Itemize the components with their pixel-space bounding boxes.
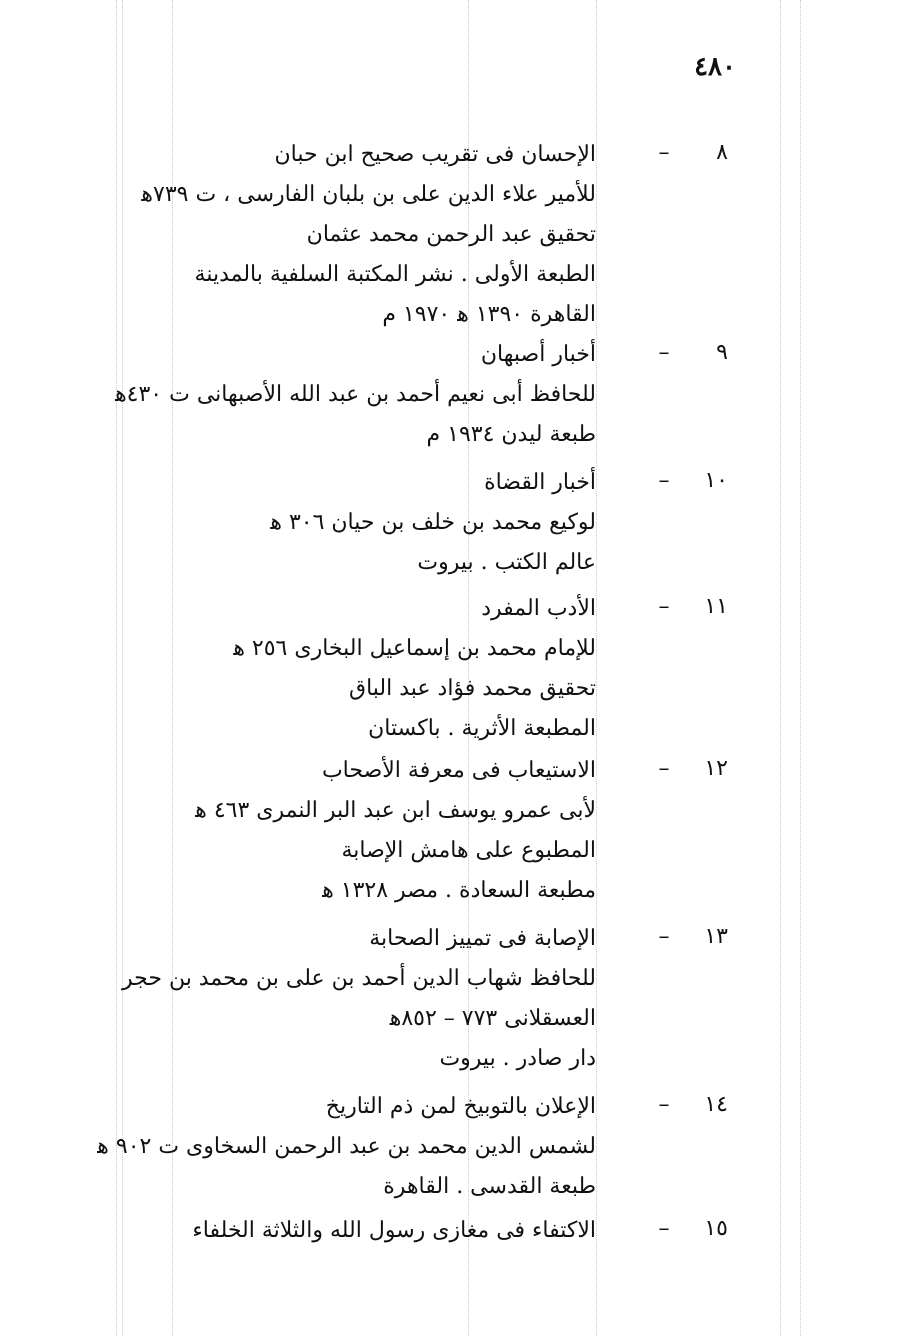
entry-detail-line: تحقيق عبد الرحمن محمد عثمان	[306, 222, 596, 247]
entry-number: ١١	[704, 594, 728, 619]
entry-detail-line: للأمير علاء الدين على بن بلبان الفارسى ، ت ٧٣٩ﻫ	[141, 182, 596, 207]
entry-detail-line: العسقلانى ٧٧٣ – ٨٥٢ﻫ	[389, 1006, 596, 1031]
entry-detail-line: الطبعة الأولى . نشر المكتبة السلفية بالمدينة	[194, 262, 596, 287]
entry-detail-line: لأبى عمرو يوسف ابن عبد البر النمرى ٤٦٣ ﻫ	[195, 798, 596, 823]
entry-number: ٨	[716, 140, 728, 165]
scan-line	[780, 0, 781, 1336]
entry-title: الإحسان فى تقريب صحيح ابن حبان	[274, 142, 596, 167]
scan-line	[800, 0, 801, 1336]
entry-detail-line: المطبوع على هامش الإصابة	[341, 838, 596, 863]
entry-dash: –	[658, 468, 670, 493]
entry-number: ٩	[716, 340, 728, 365]
entry-title: الإصابة فى تمييز الصحابة	[369, 926, 596, 951]
entry-title: الأدب المفرد	[481, 596, 596, 621]
entry-detail-line: لوكيع محمد بن خلف بن حيان ٣٠٦ ﻫ	[270, 510, 596, 535]
entry-detail-line: للحافظ شهاب الدين أحمد بن على بن محمد بن حجر	[122, 966, 596, 991]
scan-line	[596, 0, 597, 1336]
entry-detail-line: المطبعة الأثرية . باكستان	[368, 716, 596, 741]
entry-dash: –	[658, 1092, 670, 1117]
entry-dash: –	[658, 140, 670, 165]
entry-dash: –	[658, 340, 670, 365]
entry-detail-line: تحقيق محمد فؤاد عبد الباق	[349, 676, 596, 701]
entry-dash: –	[658, 594, 670, 619]
entry-title: أخبار القضاة	[484, 470, 596, 495]
entry-detail-line: مطبعة السعادة . مصر ١٣٢٨ ﻫ	[322, 878, 596, 903]
entry-dash: –	[658, 924, 670, 949]
entry-number: ١٢	[704, 756, 728, 781]
entry-detail-line: لشمس الدين محمد بن عبد الرحمن السخاوى ت ٩٠٢ ﻫ	[97, 1134, 596, 1159]
entry-detail-line: القاهرة ١٣٩٠ ﻫ ١٩٧٠ م	[382, 302, 596, 327]
entry-detail-line: للحافظ أبى نعيم أحمد بن عبد الله الأصبهانى ت ٤٣٠ﻫ	[115, 382, 596, 407]
entry-detail-line: طبعة القدسى . القاهرة	[383, 1174, 596, 1199]
entry-title: الإعلان بالتوبيخ لمن ذم التاريخ	[325, 1094, 596, 1119]
entry-detail-line: دار صادر . بيروت	[439, 1046, 596, 1071]
entry-dash: –	[658, 756, 670, 781]
entry-detail-line: طبعة ليدن ١٩٣٤ م	[426, 422, 596, 447]
entry-title: أخبار أصبهان	[480, 342, 596, 367]
entry-title: الاستيعاب فى معرفة الأصحاب	[321, 758, 596, 783]
entry-number: ١٥	[704, 1216, 728, 1241]
entry-detail-line: للإمام محمد بن إسماعيل البخارى ٢٥٦ ﻫ	[233, 636, 596, 661]
entry-dash: –	[658, 1216, 670, 1241]
entry-number: ١٤	[704, 1092, 728, 1117]
page-number: ٤٨٠	[694, 52, 736, 82]
entry-number: ١٠	[704, 468, 728, 493]
entry-title: الاكتفاء فى مغازى رسول الله والثلاثة الخلفاء	[192, 1218, 596, 1243]
entry-detail-line: عالم الكتب . بيروت	[417, 550, 596, 575]
entry-number: ١٣	[704, 924, 728, 949]
